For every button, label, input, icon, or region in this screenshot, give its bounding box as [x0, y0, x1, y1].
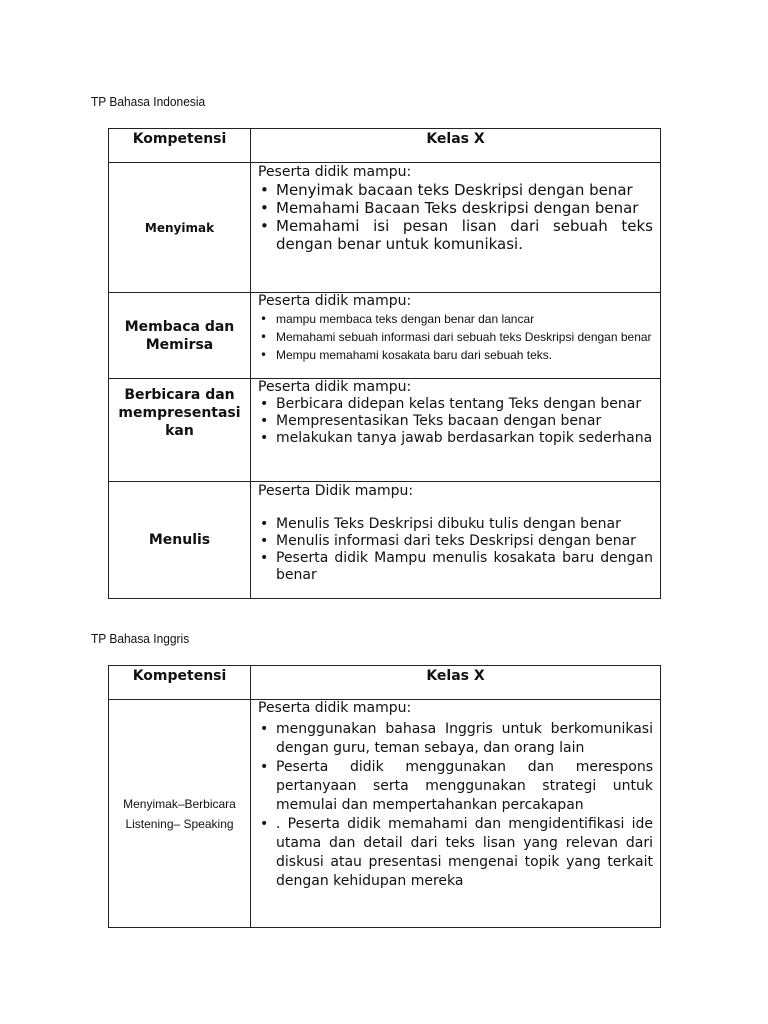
description-cell	[251, 700, 661, 928]
table-header-row	[109, 129, 661, 163]
header-kompetensi: Kompetensi	[109, 129, 251, 163]
kompetensi-cell: Berbicara dan mempresentasi kan	[109, 379, 251, 482]
list-item: • Memahami isi pesan lisan dari sebuah teks dengan benar untuk komunikasi.	[258, 217, 653, 253]
table-row	[109, 379, 661, 482]
kompetensi-cell: Menyimak	[109, 163, 251, 293]
description-cell	[251, 482, 661, 599]
intro-text: Peserta didik mampu:	[258, 700, 412, 716]
list-item: • Menulis informasi dari teks Deskripsi dengan benar	[258, 533, 653, 550]
kompetensi-cell	[109, 700, 251, 928]
list-item: • Mempu memahami kosakata baru dari sebuah teks.	[258, 346, 653, 364]
list-item: • menggunakan bahasa Inggris untuk berkomunikasi dengan guru, teman sebaya, dan orang lain	[258, 720, 653, 758]
table-header-row	[109, 666, 661, 700]
intro-text: Peserta didik mampu:	[258, 164, 412, 180]
header-kompetensi: Kompetensi	[109, 666, 251, 700]
list-item: • Peserta didik menggunakan dan merespons pertanyaan serta menggunakan strategi untuk memulai dan mempertahankan percakapan	[258, 758, 653, 815]
section-title-bahasa-inggris: TP Bahasa Inggris	[91, 631, 190, 646]
kompetensi-line-2: Listening– Speaking	[125, 816, 234, 831]
list-item: • Menulis Teks Deskripsi dibuku tulis dengan benar	[258, 516, 653, 533]
list-item: • Peserta didik Mampu menulis kosakata baru dengan benar	[258, 550, 653, 584]
list-item: • Mempresentasikan Teks bacaan dengan benar	[258, 413, 653, 430]
intro-text: Peserta didik mampu:	[258, 293, 412, 309]
description-cell	[251, 293, 661, 379]
table-bahasa-inggris	[108, 665, 661, 928]
header-kelas: Kelas X	[251, 666, 661, 700]
header-kelas: Kelas X	[251, 129, 661, 163]
kompetensi-cell: Menulis	[109, 482, 251, 599]
list-item: • Memahami sebuah informasi dari sebuah teks Deskripsi dengan benar	[258, 328, 653, 346]
section-title-bahasa-indonesia: TP Bahasa Indonesia	[91, 94, 206, 109]
description-cell	[251, 163, 661, 293]
list-item: • melakukan tanya jawab berdasarkan topik sederhana	[258, 430, 653, 447]
description-cell	[251, 379, 661, 482]
list-item: • . Peserta didik memahami dan mengidentifikasi ide utama dan detail dari teks lisan yang relevan dari diskusi atau presentasi mengenai topik yang terkait dengan kehidupan mereka	[258, 815, 653, 891]
kompetensi-cell: Membaca dan Memirsa	[109, 293, 251, 379]
kompetensi-line-1: Menyimak–Berbicara	[123, 796, 236, 811]
table-row	[109, 163, 661, 293]
list-item: • Memahami Bacaan Teks deskripsi dengan benar	[258, 199, 653, 217]
intro-text: Peserta didik mampu:	[258, 379, 412, 395]
table-row	[109, 293, 661, 379]
table-bahasa-indonesia	[108, 128, 661, 599]
list-item: • Berbicara didepan kelas tentang Teks dengan benar	[258, 396, 653, 413]
list-item: • mampu membaca teks dengan benar dan lancar	[258, 310, 653, 328]
table-row	[109, 482, 661, 599]
list-item: • Menyimak bacaan teks Deskripsi dengan benar	[258, 181, 653, 199]
table-row	[109, 700, 661, 928]
intro-text: Peserta Didik mampu:	[258, 483, 414, 499]
